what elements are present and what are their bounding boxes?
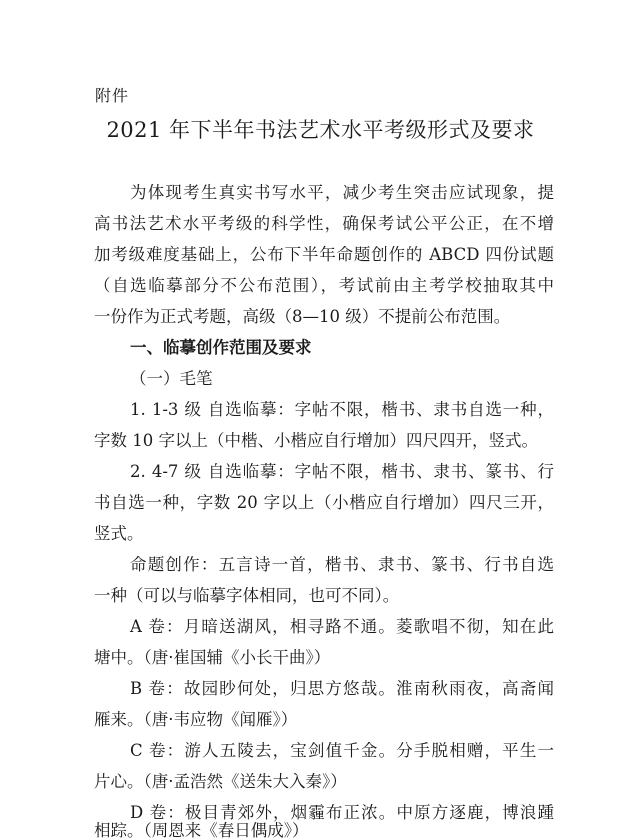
creation-line: 一种（可以与临摹字体相同，也可不同）。 bbox=[94, 586, 400, 605]
requirement-line: 2. 4-7 级 自选临摹：字帖不限，楷书、隶书、篆书、行 bbox=[130, 462, 554, 481]
subsection-heading: （一）毛笔 bbox=[130, 369, 213, 388]
exam-paper-d: D 卷：极目青郊外，烟霾布正浓。中原方逐鹿，博浪踵 bbox=[130, 803, 554, 822]
exam-paper-b: 雁来。（唐·韦应物《闻雁》） bbox=[94, 710, 298, 729]
exam-paper-b: B 卷：故园眇何处，归思方悠哉。淮南秋雨夜，高斋闻 bbox=[130, 679, 554, 698]
paragraph-line: 为体现考生真实书写水平，减少考生突击应试现象，提 bbox=[130, 183, 554, 202]
paragraph-line: 一份作为正式考题，高级（8—10 级）不提前公布范围。 bbox=[94, 307, 511, 326]
exam-paper-a: 塘中。（唐·崔国辅《小长干曲》） bbox=[94, 648, 331, 667]
attachment-label: 附件 bbox=[95, 86, 130, 105]
requirement-line: 书自选一种，字数 20 字以上（小楷应自行增加）四尺三开， bbox=[94, 493, 554, 512]
paragraph-line: 高书法艺术水平考级的科学性，确保考试公平公正，在不增 bbox=[94, 214, 554, 233]
exam-paper-d: 相踪。（周恩来《春日偶成》） bbox=[94, 821, 309, 840]
requirement-line: 字数 10 字以上（中楷、小楷应自行增加）四尺四开，竖式。 bbox=[94, 431, 538, 450]
paragraph-line: 加考级难度基础上，公布下半年命题创作的 ABCD 四份试题 bbox=[94, 245, 554, 264]
exam-paper-c: 片心。（唐·孟浩然《送朱大入秦》） bbox=[94, 772, 347, 791]
requirement-line: 1. 1-3 级 自选临摹：字帖不限，楷书、隶书自选一种， bbox=[130, 400, 554, 419]
creation-line: 命题创作：五言诗一首，楷书、隶书、篆书、行书自选 bbox=[130, 555, 554, 574]
exam-paper-c: C 卷：游人五陵去，宝剑值千金。分手脱相赠，平生一 bbox=[130, 741, 554, 760]
document-title: 2021 年下半年书法艺术水平考级形式及要求 bbox=[106, 118, 535, 142]
exam-paper-a: A 卷：月暗送湖风，相寻路不通。菱歌唱不彻，知在此 bbox=[130, 617, 554, 636]
requirement-line: 竖式。 bbox=[94, 524, 144, 543]
paragraph-line: （自选临摹部分不公布范围），考试前由主考学校抽取其中 bbox=[94, 276, 554, 295]
section-heading: 一、临摹创作范围及要求 bbox=[130, 338, 312, 357]
